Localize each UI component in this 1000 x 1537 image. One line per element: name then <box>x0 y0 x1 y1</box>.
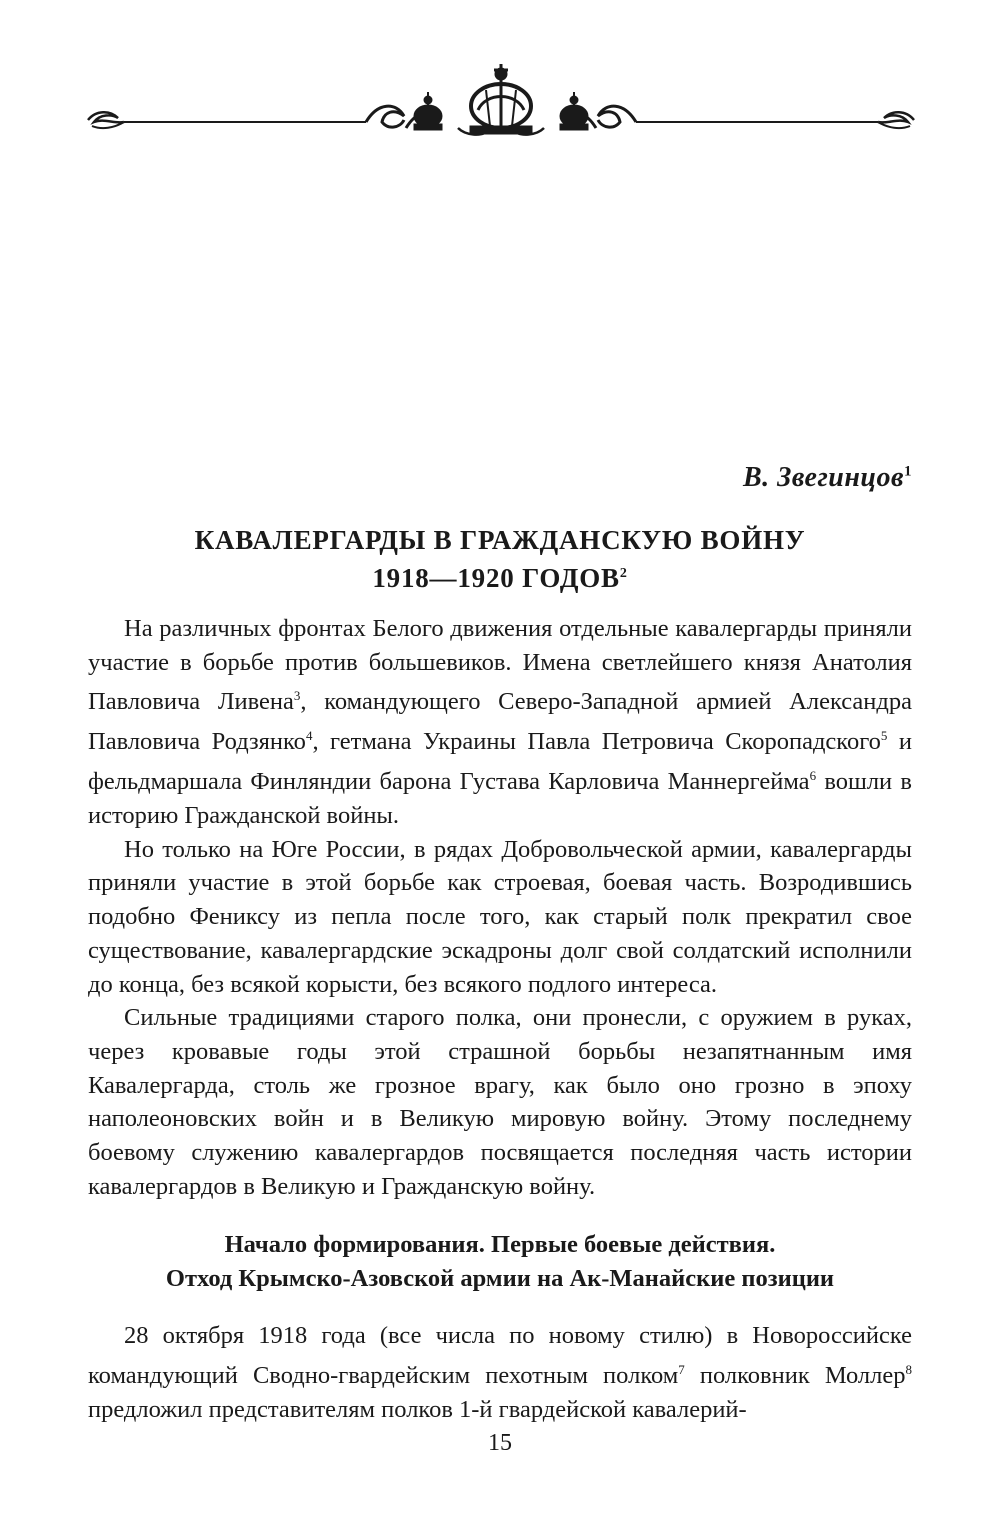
footnote-ref-4: 4 <box>305 728 313 744</box>
crown-ornament-icon <box>86 62 916 142</box>
article-author <box>743 462 912 494</box>
small-crown-right-icon <box>560 92 588 130</box>
p1-text-b: , командующего Северо-Западной армией Александра Павловича Родзянко <box>88 688 912 756</box>
page-number: 15 <box>488 1430 512 1456</box>
ornament-left-line <box>88 112 366 128</box>
ornament-right-line <box>636 112 914 128</box>
footnote-ref-7: 7 <box>678 1362 685 1377</box>
title-footnote-ref: 2 <box>619 566 628 581</box>
article-title <box>88 523 912 595</box>
author-footnote-ref: 1 <box>904 463 912 480</box>
footnote-ref-5: 5 <box>880 728 888 744</box>
section-heading-line-1: Начало формирования. Первые боевые действия. <box>224 1231 776 1258</box>
footnote-ref-6: 6 <box>809 768 817 784</box>
title-line-2 <box>88 557 912 595</box>
sp1-text-a: 28 октября 1918 года (все числа по новому стилю) в Новороссийске командующий Сводно-гвардейским пехотным полком <box>88 1322 912 1390</box>
section-heading <box>88 1228 912 1296</box>
sp1-text-c: предложил представителям полков 1-й гвардейской кавалерий- <box>88 1396 747 1424</box>
p1-text-a: На различных фронтах Белого движения отдельные кавалергарды приняли участие в борьбе против большевиков. Имена светлейшего князя Анатолия Павловича Ливена <box>88 615 912 716</box>
article-body <box>88 612 912 1203</box>
section-heading-line-2: Отход Крымско-Азовской армии на Ак-Манайские позиции <box>165 1265 835 1292</box>
paragraph-3: Сильные традициями старого полка, они пронесли, с оружием в руках, через кровавые годы этой страшной борьбы незапятнанным имя Кавалергарда, столь же грозное врагу, как было оно грозно в эпоху наполеоновских войн и в Великую мировую войну. Этому последнему боевому служению кавалергардов посвящается последняя часть истории кавалергардов в Великую и Гражданскую войну. <box>88 1004 912 1200</box>
small-crown-left-icon <box>414 92 442 130</box>
title-years: 1918—1920 ГОДОВ <box>372 563 620 593</box>
footnote-ref-3: 3 <box>293 688 301 704</box>
author-name: В. Звегинцов <box>742 462 904 493</box>
p1-text-c: , гетмана Украины Павла Петровича Скоропадского <box>312 728 881 756</box>
paragraph-1 <box>88 612 912 833</box>
large-crown-icon <box>470 64 532 134</box>
title-line-1: КАВАЛЕРГАРДЫ В ГРАЖДАНСКУЮ ВОЙНУ <box>194 525 806 555</box>
paragraph-2: Но только на Юге России, в рядах Добровольческой армии, кавалергарды приняли участие в этой борьбе как строевая, боевая часть. Возродившись подобно Фениксу из пепла после того, как старый полк прекратил свое существование, кавалергардские эскадроны долг свой солдатский исполнили до конца, без всякой корысти, без всякого подлого интереса. <box>88 835 912 998</box>
section-body <box>88 1319 912 1427</box>
sp1-text-b: полковник Моллер <box>684 1362 906 1390</box>
ornament-center <box>366 64 636 135</box>
section-paragraph-1 <box>88 1319 912 1427</box>
p1-text-e: вошли в историю Гражданской войны. <box>88 768 912 829</box>
footnote-ref-8: 8 <box>905 1362 912 1377</box>
p1-text-d: и фельдмаршала Финляндии барона Густава Карловича Маннергейма <box>88 728 912 796</box>
